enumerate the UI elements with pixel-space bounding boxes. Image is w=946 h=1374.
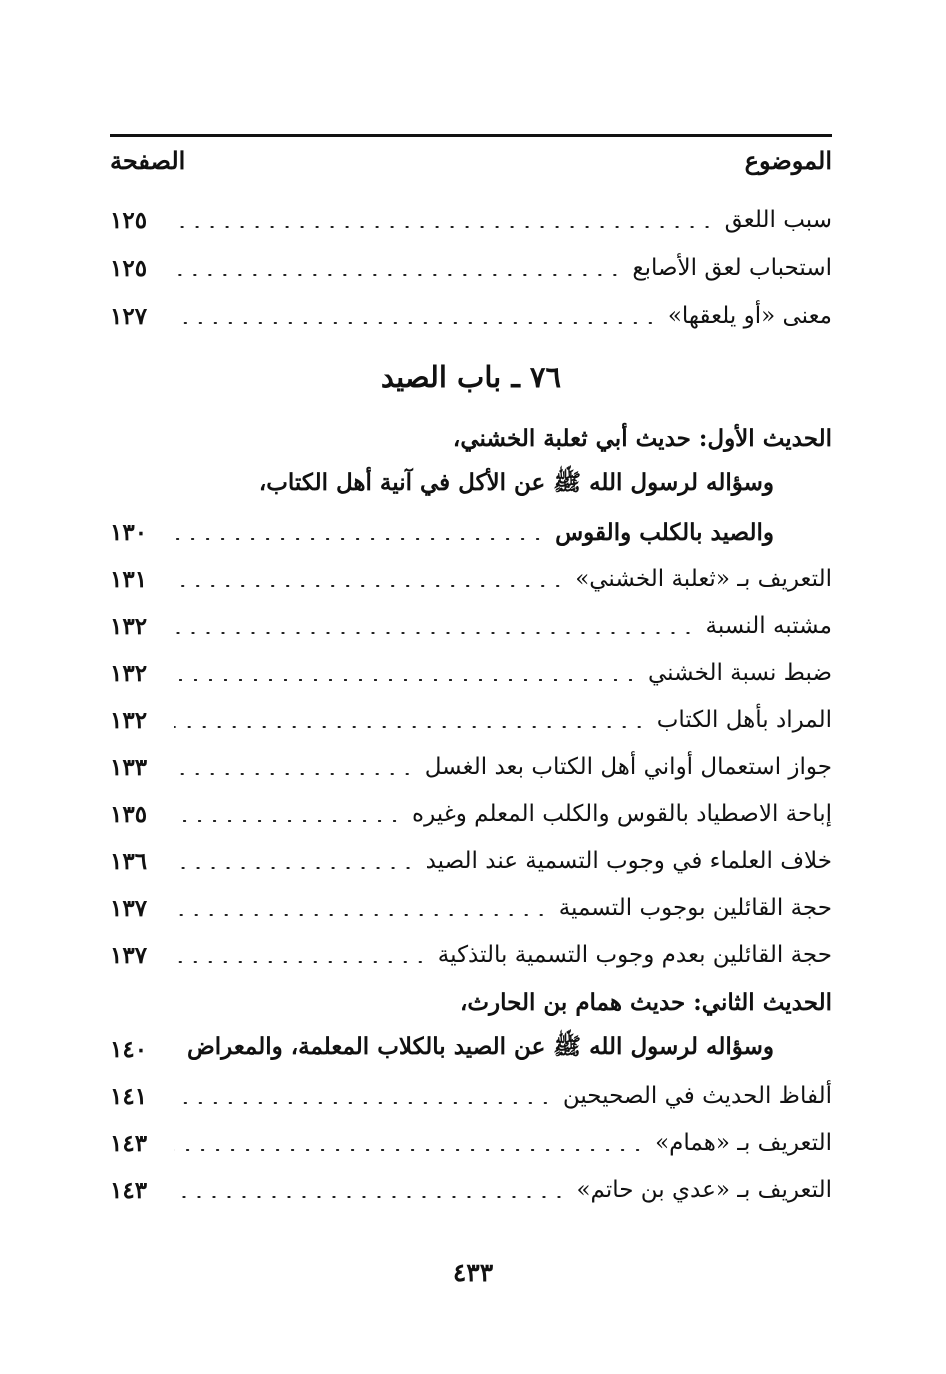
toc-entry-page: ١٣١	[110, 565, 148, 593]
toc-entry-title: الحديث الأول: حديث أبي ثعلبة الخشني،	[452, 424, 832, 452]
toc-entry-title: حجة القائلين بوجوب التسمية	[558, 895, 832, 921]
toc-entry-title: الحديث الثاني: حديث همام بن الحارث،	[459, 988, 832, 1016]
dot-leader	[174, 679, 638, 681]
toc-entry-page: ١٣٢	[110, 706, 148, 734]
toc-entry-page: ١٤٣	[110, 1176, 148, 1204]
toc-entry-title: المراد بأهل الكتاب	[656, 707, 832, 733]
dot-leader	[174, 1196, 566, 1198]
dot-leader	[174, 1102, 553, 1104]
toc-entry-page: ١٣٣	[110, 753, 148, 781]
toc-entry-page: ١٢٧	[110, 302, 148, 330]
dot-leader	[174, 1149, 645, 1151]
toc-entry-title: والصيد بالكلب والقوس	[555, 518, 774, 546]
toc-entry[interactable]	[110, 465, 832, 505]
toc-entry-title: إباحة الاصطياد بالقوس والكلب المعلم وغيره	[412, 801, 832, 827]
toc-entry[interactable]	[110, 1029, 832, 1069]
toc-entry-title: التعريف بـ «عدي بن حاتم»	[576, 1177, 832, 1203]
toc-entry[interactable]	[110, 794, 832, 834]
toc-entry-title: معنى «أو يلعقها»	[667, 303, 832, 329]
dot-leader	[174, 274, 622, 276]
page-column-label: الصفحة	[110, 146, 186, 175]
toc-entry-page: ١٢٥	[110, 254, 148, 282]
toc-entry-page: ١٣٢	[110, 612, 148, 640]
toc-entry[interactable]	[110, 200, 832, 240]
toc-entry[interactable]	[110, 1170, 832, 1210]
toc-entry-page: ١٣٠	[110, 518, 148, 546]
header-rule	[110, 134, 832, 137]
dot-leader	[174, 773, 415, 775]
toc-entry[interactable]	[110, 841, 832, 881]
toc-entry-page: ١٤١	[110, 1082, 148, 1110]
dot-leader	[174, 226, 715, 228]
toc-entry-page: ١٣٢	[110, 659, 148, 687]
toc-entry[interactable]	[110, 982, 832, 1022]
toc-entry-title: ضبط نسبة الخشني	[648, 660, 832, 686]
dot-leader	[174, 820, 402, 822]
toc-entry[interactable]	[110, 700, 832, 740]
dot-leader	[174, 322, 658, 324]
toc-entry[interactable]	[110, 606, 832, 646]
dot-leader	[174, 914, 549, 916]
toc-entry-page: ١٤٣	[110, 1129, 148, 1157]
dot-leader	[174, 585, 565, 587]
toc-entry[interactable]	[110, 888, 832, 928]
toc-entry-title: التعريف بـ «همام»	[655, 1130, 832, 1156]
toc-entry[interactable]	[110, 418, 832, 458]
dot-leader	[174, 1055, 177, 1057]
toc-entry-title: حجة القائلين بعدم وجوب التسمية بالتذكية	[437, 942, 832, 968]
toc-entry[interactable]	[110, 1076, 832, 1116]
toc-entry-page: ١٤٠	[110, 1035, 148, 1063]
toc-entry-title: استحباب لعق الأصابع	[632, 255, 832, 281]
toc-entry-title: خلاف العلماء في وجوب التسمية عند الصيد	[425, 848, 832, 874]
page-number: ٤٣٣	[452, 1258, 494, 1287]
toc-entry[interactable]	[110, 296, 832, 336]
toc-entry-page: ١٣٧	[110, 941, 148, 969]
toc-entry[interactable]	[110, 512, 832, 552]
dot-leader	[174, 961, 428, 963]
toc-entry-title: سبب اللعق	[724, 207, 832, 233]
toc-entry-title: مشتبه النسبة	[705, 613, 832, 639]
toc-entry-title: وسؤاله لرسول الله ﷺ عن الصيد بالكلاب المعلمة، والمعراض	[186, 1033, 774, 1060]
toc-entry-page: ١٣٥	[110, 800, 148, 828]
toc-entry-title: ألفاظ الحديث في الصحيحين	[562, 1083, 832, 1109]
toc-entry[interactable]	[110, 1123, 832, 1163]
toc-entry[interactable]	[110, 248, 832, 288]
toc-entry-title: التعريف بـ «ثعلبة الخشني»	[575, 566, 832, 592]
toc-entry-page: ١٣٧	[110, 894, 148, 922]
toc-entry-title: وسؤاله لرسول الله ﷺ عن الأكل في آنية أهل الكتاب،	[258, 469, 774, 496]
toc-entry[interactable]	[110, 653, 832, 693]
toc-header	[110, 146, 832, 182]
dot-leader	[174, 632, 696, 634]
toc-entry[interactable]	[110, 935, 832, 975]
toc-entry-page: ١٣٦	[110, 847, 148, 875]
dot-leader	[174, 867, 416, 869]
topic-column-label: الموضوع	[744, 146, 832, 175]
toc-entry[interactable]	[110, 559, 832, 599]
toc-entry-title: جواز استعمال أواني أهل الكتاب بعد الغسل	[424, 754, 832, 780]
toc-entry[interactable]	[110, 747, 832, 787]
toc-entry-page: ١٢٥	[110, 206, 148, 234]
dot-leader	[174, 538, 545, 540]
dot-leader	[174, 726, 647, 728]
chapter-title: ٧٦ ـ باب الصيد	[380, 360, 562, 394]
